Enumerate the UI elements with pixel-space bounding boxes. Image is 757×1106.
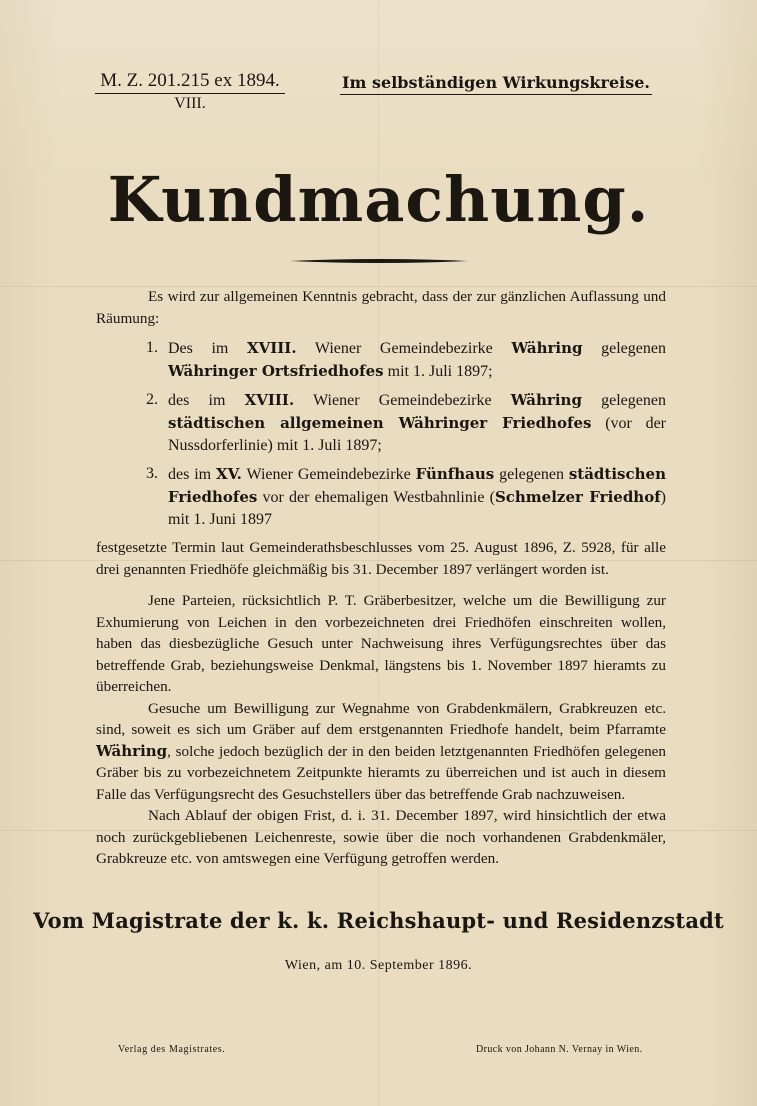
list-item-number: 1. (146, 339, 158, 356)
reference-sub: VIII. (174, 95, 206, 112)
list-item-text: Des im XVIII. Wiener Gemeindebezirke Währing gelegenen Währinger Ortsfriedhofes mit 1. Juli 1897; (168, 339, 666, 380)
exhumation-paragraph: Jene Parteien, rücksichtlich P. T. Gräberbesitzer, welche um die Bewilligung zur Exhumierung von Leichen in den vorbezeichneten drei Friedhöfen einschreiten wollen, haben das diesbezügliche Gesuch unter Nachweisung ihres Verfügungsrechtes über das betreffende Grab, beziehungsweise Denkmal, längstens bis 1. November 1897 hieramts zu überreichen. (96, 592, 666, 695)
final-paragraph: Nach Ablauf der obigen Frist, d. i. 31. December 1897, wird hinsichtlich der etwa noch zurückgebliebenen Leichenreste, sowie über die noch vorhandenen Grabdenkmäler, Grabkreuze etc. von amtswegen eine Verfügung getroffen werden. (96, 807, 666, 867)
jurisdiction-label: Im selbständigen Wirkungskreise. (340, 72, 652, 95)
printer-note: Druck von Johann N. Vernay in Wien. (476, 1044, 643, 1055)
deadline-paragraph: festgesetzte Termin laut Gemeinderathsbeschlusses vom 25. August 1896, Z. 5928, für alle drei genannten Friedhöfe gleichmäßig bis 31. December 1897 verlängert worden ist. (96, 539, 666, 578)
page-title: Kundmachung. (107, 163, 650, 236)
list-item (96, 463, 666, 531)
reference-number (95, 70, 285, 113)
date-line: Wien, am 10. September 1896. (284, 958, 473, 973)
announcement-body (96, 286, 666, 870)
title-ornament-rule (290, 258, 468, 264)
list-item (96, 337, 666, 383)
publisher-note: Verlag des Magistrates. (118, 1044, 226, 1055)
list-item-number: 3. (146, 465, 158, 482)
monument-paragraph: Gesuche um Bewilligung zur Wegnahme von Grabdenkmälern, Grabkreuzen etc. sind, soweit es sich um Gräber auf dem erstgenannten Friedhofe handelt, beim Pfarramte Währing, solche jedoch bezüglich der in den beiden letztgenannten Friedhöfen gelegenen Gräber bis zu vorbezeichnetem Zeitpunkte hieramts zu überreichen und ist auch in diesem Falle das Verfügungsrecht des Gesuchstellers über das betreffende Grab nachzuweisen. (96, 699, 666, 803)
cemetery-list (96, 337, 666, 531)
issuing-authority: Vom Magistrate der k. k. Reichshaupt- und Residenzstadt (33, 908, 724, 933)
list-item-text: des im XVIII. Wiener Gemeindebezirke Währing gelegenen städtischen allgemeinen Währinger Friedhofes (vor der Nussdorferlinie) mit 1. Juli 1897; (168, 391, 667, 454)
list-item-number: 2. (146, 391, 158, 408)
intro-paragraph: Es wird zur allgemeinen Kenntnis gebracht, dass der zur gänzlichen Auflassung und Räumung: (96, 288, 666, 327)
spacer (96, 580, 666, 590)
list-item (96, 389, 666, 457)
list-item-text: des im XV. Wiener Gemeindebezirke Fünfhaus gelegenen städtischen Friedhofes vor der ehemaligen Westbahnlinie (Schmelzer Friedhof) mit 1. Juni 1897 (168, 465, 666, 528)
reference-line: M. Z. 201.215 ex 1894. (95, 70, 285, 94)
